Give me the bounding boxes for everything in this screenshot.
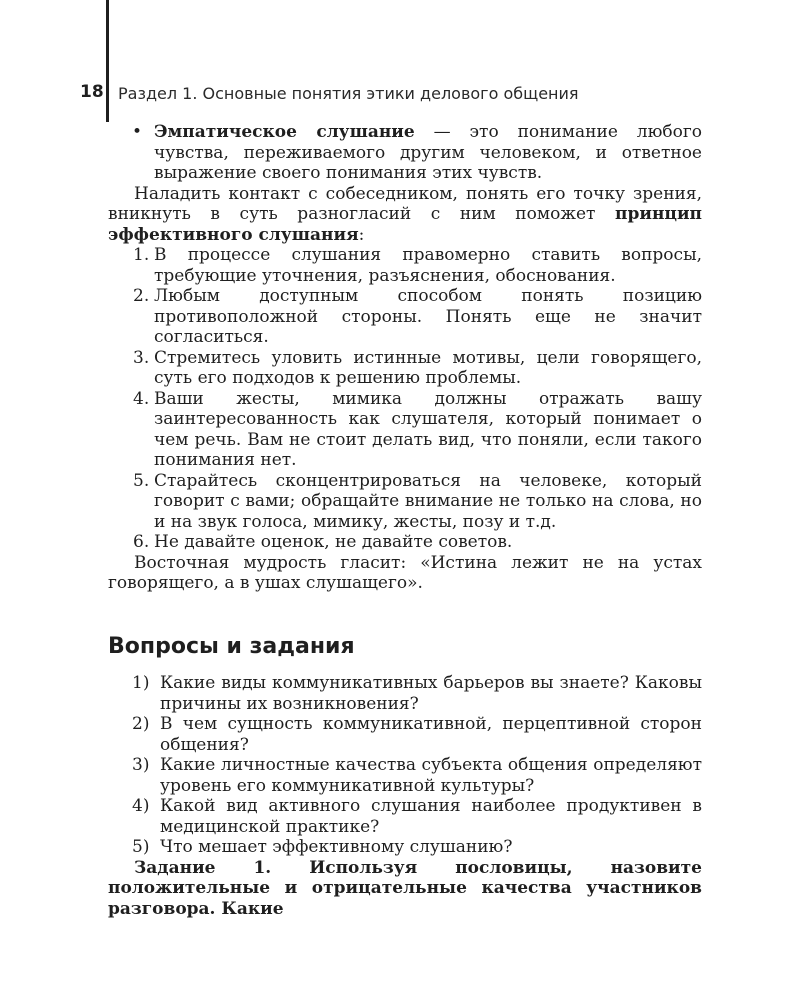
question-text: В чем сущность коммуникативной, перцептивной сторон общения? (160, 714, 702, 755)
question-text: Какие личностные качества субъекта общения определяют уровень его коммуникативной культуры? (160, 755, 702, 796)
intro-text: Наладить контакт с собеседником, понять его точку зрения, вникнуть в суть разногласий с ним поможет (108, 183, 702, 224)
list-item-number: 4. (133, 388, 150, 409)
eastern-wisdom-paragraph: Восточная мудрость гласит: «Истина лежит не на устах говорящего, а в ушах слушащего». (108, 552, 702, 593)
intro-bold-term: принцип эффективного слушания (108, 204, 702, 245)
task-1-text: Задание 1. Используя пословицы, назовите положительные и отрицательные качества участников разговора. Какие (108, 857, 702, 919)
list-item-text: Стремитесь уловить истинные мотивы, цели говорящего, суть его подходов к решению проблемы. (154, 347, 702, 388)
term-definition: — это понимание любого чувства, переживаемого другим человеком, и ответное выражение своего понимания этих чувств. (154, 122, 702, 183)
principles-list (108, 245, 702, 553)
list-item (108, 714, 702, 755)
questions-block (108, 673, 702, 919)
list-item (108, 755, 702, 796)
list-item-number: 2. (133, 286, 150, 306)
list-item-text: Любым доступным способом понять позицию противоположной стороны. Понять еще не значит согласиться. (154, 286, 702, 347)
list-item-text: Старайтесь сконцентрироваться на человеке, который говорит с вами; обращайте внимание не только на слова, но и на звук голоса, мимику, жесты, позу и т.д. (154, 470, 702, 532)
section-title: Вопросы и задания (108, 634, 355, 659)
term-empathic-listening: Эмпатическое слушание (154, 122, 415, 142)
question-text: Что мешает эффективному слушанию? (160, 837, 513, 857)
question-text: Какой вид активного слушания наиболее продуктивен в медицинской практике? (160, 796, 702, 837)
header-vertical-rule (106, 0, 109, 122)
list-item-text: Ваши жесты, мимика должны отражать вашу заинтересованность как слушателя, который понимает о чем речь. Вам не стоит делать вид, что поняли, если такого понимания нет. (154, 388, 702, 470)
list-item-number: 6. (133, 532, 150, 552)
question-number: 1) (132, 673, 150, 693)
question-number: 4) (132, 796, 150, 816)
bullet-item-empathic-listening (108, 122, 702, 184)
list-item (108, 532, 702, 553)
list-item-number: 5. (133, 470, 150, 491)
question-number: 5) (132, 837, 150, 857)
list-item (108, 471, 702, 533)
list-item (108, 837, 702, 858)
list-item (108, 673, 702, 714)
intro-paragraph (108, 184, 702, 246)
questions-list (108, 673, 702, 858)
list-item-text: Не давайте оценок, не давайте советов. (154, 532, 513, 552)
question-number: 3) (132, 755, 150, 775)
list-item (108, 348, 702, 389)
list-item-number: 3. (133, 347, 150, 368)
list-item (108, 796, 702, 837)
list-item-text: В процессе слушания правомерно ставить вопросы, требующие уточнения, разъяснения, обоснования. (154, 245, 702, 286)
question-number: 2) (132, 714, 150, 734)
list-item (108, 389, 702, 471)
page-number: 18 (80, 82, 104, 102)
list-item-number: 1. (133, 245, 150, 265)
bullet-icon: • (132, 122, 143, 142)
main-text (108, 122, 702, 594)
list-item (108, 245, 702, 286)
list-item (108, 286, 702, 348)
intro-tail: : (358, 224, 365, 245)
question-text: Какие виды коммуникативных барьеров вы знаете? Каковы причины их возникновения? (160, 673, 702, 714)
running-header: Раздел 1. Основные понятия этики делового общения (118, 84, 579, 103)
